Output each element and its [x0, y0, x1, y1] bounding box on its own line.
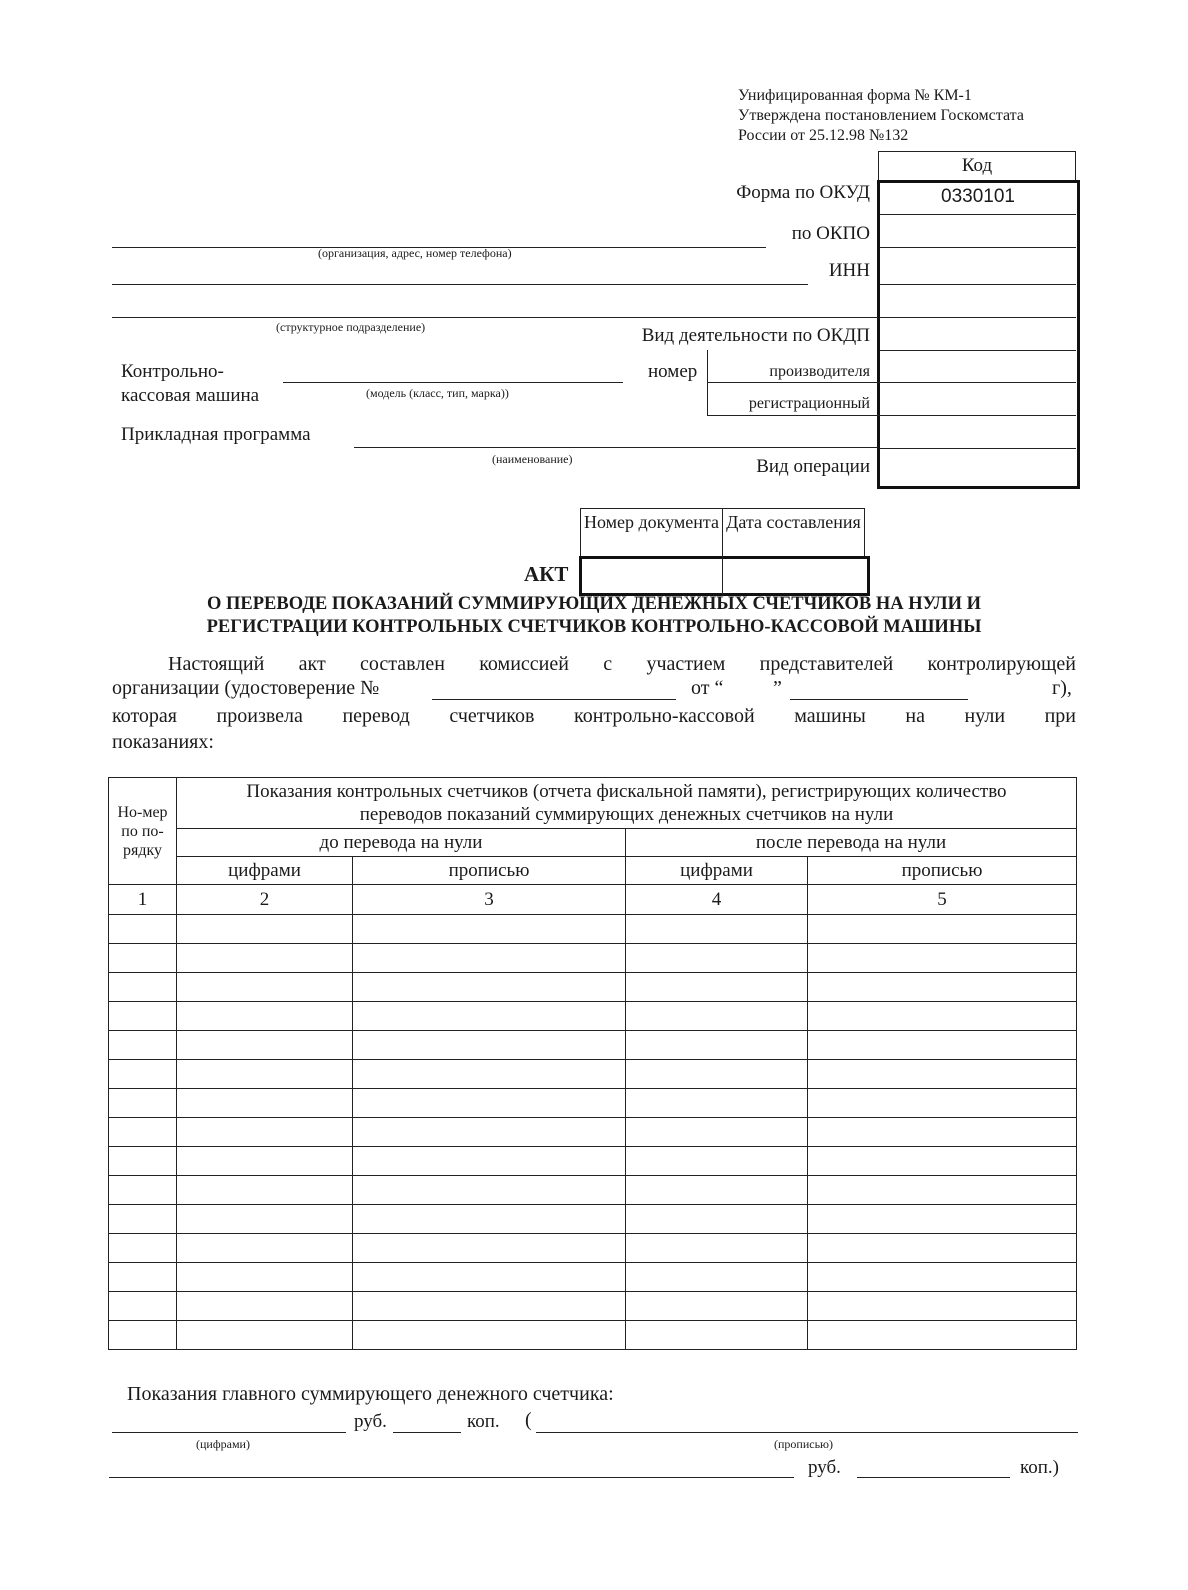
table-cell[interactable]: [353, 1060, 626, 1089]
table-cell[interactable]: [808, 1147, 1077, 1176]
act-title: О ПЕРЕВОДЕ ПОКАЗАНИЙ СУММИРУЮЩИХ ДЕНЕЖНЫХ СЧЕТЧИКОВ НА НУЛИ И РЕГИСТРАЦИИ КОНТРОЛЬНЫХ СЧЕТЧИКОВ КОНТРОЛЬНО-КАССОВОЙ МАШИНЫ: [206, 594, 982, 637]
okud-code-value[interactable]: 0330101: [941, 186, 1015, 207]
after-digits-header: цифрами: [626, 857, 808, 885]
table-cell[interactable]: [177, 1118, 353, 1147]
rub-label: руб.: [354, 1411, 387, 1432]
table-row: [109, 1147, 1077, 1176]
table-cell[interactable]: [626, 1002, 808, 1031]
table-cell[interactable]: [626, 1234, 808, 1263]
kop-label-2: коп.): [1020, 1457, 1060, 1478]
paragraph-line-2a: организации (удостоверение №: [112, 677, 380, 699]
approval-date: России от 25.12.98 №132: [738, 127, 909, 144]
words-caption: (прописью): [774, 1437, 834, 1451]
counters-table: [108, 777, 1077, 1350]
kkm-model-field[interactable]: [283, 382, 623, 383]
certificate-date-field[interactable]: [790, 699, 968, 700]
table-row: [109, 1234, 1077, 1263]
table-row: [109, 944, 1077, 973]
table-cell[interactable]: [353, 973, 626, 1002]
table-cell[interactable]: [626, 1118, 808, 1147]
okpo-label: по ОКПО: [791, 223, 870, 244]
table-cell[interactable]: [626, 1089, 808, 1118]
table-row: [109, 1089, 1077, 1118]
table-cell[interactable]: [808, 1263, 1077, 1292]
table-cell[interactable]: [808, 1321, 1077, 1350]
table-cell[interactable]: [109, 1002, 177, 1031]
table-cell[interactable]: [353, 1263, 626, 1292]
table-row: [109, 1118, 1077, 1147]
before-words-header: прописью: [353, 857, 626, 885]
counter-kop-words-field[interactable]: [857, 1477, 1010, 1478]
approval-line: Утверждена постановлением Госкомстата: [738, 107, 1024, 124]
col-number-2: 2: [177, 885, 353, 915]
after-header: после перевода на нули: [626, 829, 1077, 857]
kop-label: коп.: [467, 1411, 500, 1432]
table-cell[interactable]: [177, 1292, 353, 1321]
app-caption: (наименование): [492, 452, 573, 466]
table-cell[interactable]: [177, 1176, 353, 1205]
table-cell[interactable]: [177, 1031, 353, 1060]
app-name-field[interactable]: [354, 447, 878, 448]
table-cell[interactable]: [353, 1147, 626, 1176]
table-cell[interactable]: [109, 1176, 177, 1205]
organization-caption: (организация, адрес, номер телефона): [318, 246, 512, 260]
table-cell[interactable]: [109, 1263, 177, 1292]
col-number-1: 1: [109, 885, 177, 915]
doc-date-field[interactable]: [724, 559, 863, 592]
table-cell[interactable]: [353, 1118, 626, 1147]
main-counter-label: Показания главного суммирующего денежного счетчика:: [127, 1383, 614, 1405]
table-cell[interactable]: [109, 1031, 177, 1060]
table-cell[interactable]: [353, 1002, 626, 1031]
table-cell[interactable]: [808, 1031, 1077, 1060]
counter-words-field[interactable]: [536, 1432, 1078, 1433]
okud-label: Форма по ОКУД: [736, 182, 870, 203]
main-header: Показания контрольных счетчиков (отчета фискальной памяти), регистрирующих количество переводов показаний суммирующих денежных счетчиков на нули: [177, 778, 1077, 829]
table-cell[interactable]: [808, 973, 1077, 1002]
table-cell[interactable]: [109, 1205, 177, 1234]
kkm-label: Контрольно- кассовая машина: [121, 361, 260, 406]
table-row: [109, 1031, 1077, 1060]
table-cell[interactable]: [177, 1147, 353, 1176]
table-row: [109, 973, 1077, 1002]
code-box: [877, 180, 1080, 489]
table-cell[interactable]: [109, 1234, 177, 1263]
doc-number-field[interactable]: [582, 559, 721, 592]
table-cell[interactable]: [808, 1089, 1077, 1118]
paragraph-line-3: которая произвела перевод счетчиков контрольно-кассовой машины на нули при: [112, 705, 1076, 727]
registration-label: регистрационный: [748, 395, 870, 412]
table-cell[interactable]: [626, 1292, 808, 1321]
table-cell[interactable]: [353, 1205, 626, 1234]
table-cell[interactable]: [626, 1263, 808, 1292]
table-row: [109, 1263, 1077, 1292]
table-cell[interactable]: [177, 1205, 353, 1234]
col-number-3: 3: [353, 885, 626, 915]
before-header: до перевода на нули: [177, 829, 626, 857]
table-cell[interactable]: [353, 1234, 626, 1263]
table-cell[interactable]: [177, 1060, 353, 1089]
col-number-5: 5: [808, 885, 1077, 915]
table-cell[interactable]: [353, 1176, 626, 1205]
table-cell[interactable]: [808, 1002, 1077, 1031]
number-label: номер: [648, 361, 698, 382]
table-cell[interactable]: [626, 973, 808, 1002]
table-cell[interactable]: [109, 915, 177, 944]
table-cell[interactable]: [109, 1292, 177, 1321]
table-row: [109, 1321, 1077, 1350]
table-cell[interactable]: [808, 1176, 1077, 1205]
table-cell[interactable]: [109, 1089, 177, 1118]
code-header: Код: [878, 151, 1076, 181]
table-cell[interactable]: [353, 1031, 626, 1060]
table-cell[interactable]: [177, 973, 353, 1002]
counter-rub-digits-field[interactable]: [112, 1432, 346, 1433]
open-paren: (: [525, 1409, 532, 1431]
table-cell[interactable]: [626, 1321, 808, 1350]
organization-field-2[interactable]: [112, 284, 808, 285]
col-number-4: 4: [626, 885, 808, 915]
form-number: Унифицированная форма № КМ-1: [738, 87, 972, 104]
table-cell[interactable]: [626, 915, 808, 944]
table-cell[interactable]: [353, 915, 626, 944]
table-cell[interactable]: [808, 1205, 1077, 1234]
table-cell[interactable]: [177, 1234, 353, 1263]
table-cell[interactable]: [808, 944, 1077, 973]
paragraph-line-2c: ”: [773, 677, 782, 699]
department-field[interactable]: [112, 317, 878, 318]
paragraph-line-4: показаниях:: [112, 731, 214, 753]
table-cell[interactable]: [109, 1147, 177, 1176]
counter-kop-digits-field[interactable]: [393, 1432, 461, 1433]
table-cell[interactable]: [177, 1321, 353, 1350]
kkm-caption: (модель (класс, тип, марка)): [366, 386, 509, 400]
table-cell[interactable]: [808, 915, 1077, 944]
counter-words-field-2[interactable]: [109, 1477, 794, 1478]
before-digits-header: цифрами: [177, 857, 353, 885]
table-row: [109, 1002, 1077, 1031]
paragraph-line-2b: от “: [691, 677, 724, 699]
table-cell[interactable]: [626, 1176, 808, 1205]
paragraph-line-1: Настоящий акт составлен комиссией с участием представителей контролирующей: [168, 653, 1076, 675]
table-cell[interactable]: [177, 944, 353, 973]
certificate-number-field[interactable]: [432, 699, 676, 700]
table-cell[interactable]: [626, 1147, 808, 1176]
table-cell[interactable]: [808, 1118, 1077, 1147]
table-cell[interactable]: [109, 1118, 177, 1147]
table-row: [109, 1292, 1077, 1321]
digits-caption: (цифрами): [196, 1437, 250, 1451]
col-order-header: Но-мер по по-рядку: [109, 778, 177, 885]
table-cell[interactable]: [353, 1089, 626, 1118]
table-row: [109, 1205, 1077, 1234]
department-caption: (структурное подразделение): [276, 320, 426, 334]
table-cell[interactable]: [353, 944, 626, 973]
table-row: [109, 1060, 1077, 1089]
table-cell[interactable]: [177, 1089, 353, 1118]
table-cell[interactable]: [626, 1060, 808, 1089]
act-label: АКТ: [524, 562, 569, 586]
table-cell[interactable]: [353, 1321, 626, 1350]
table-cell[interactable]: [808, 1292, 1077, 1321]
table-cell[interactable]: [177, 1002, 353, 1031]
form-header: [738, 86, 1024, 146]
table-row: [109, 915, 1077, 944]
operation-label: Вид операции: [756, 456, 870, 477]
table-cell[interactable]: [109, 1321, 177, 1350]
table-cell[interactable]: [109, 1060, 177, 1089]
table-cell[interactable]: [109, 973, 177, 1002]
table-cell[interactable]: [177, 1263, 353, 1292]
manufacturer-label: производителя: [769, 363, 870, 380]
table-cell[interactable]: [626, 944, 808, 973]
table-cell[interactable]: [626, 1205, 808, 1234]
table-cell[interactable]: [808, 1234, 1077, 1263]
table-cell[interactable]: [109, 944, 177, 973]
table-cell[interactable]: [626, 1031, 808, 1060]
table-cell[interactable]: [808, 1060, 1077, 1089]
okdp-label: Вид деятельности по ОКДП: [641, 325, 870, 346]
doc-number-header: Номер документа: [580, 508, 723, 557]
doc-date-header: Дата составления: [722, 508, 865, 557]
app-label: Прикладная программа: [121, 424, 311, 445]
table-row: [109, 1176, 1077, 1205]
after-words-header: прописью: [808, 857, 1077, 885]
paragraph-line-2d: г),: [1052, 677, 1072, 699]
rub-label-2: руб.: [808, 1457, 841, 1478]
inn-label: ИНН: [828, 260, 870, 281]
table-cell[interactable]: [177, 915, 353, 944]
table-cell[interactable]: [353, 1292, 626, 1321]
